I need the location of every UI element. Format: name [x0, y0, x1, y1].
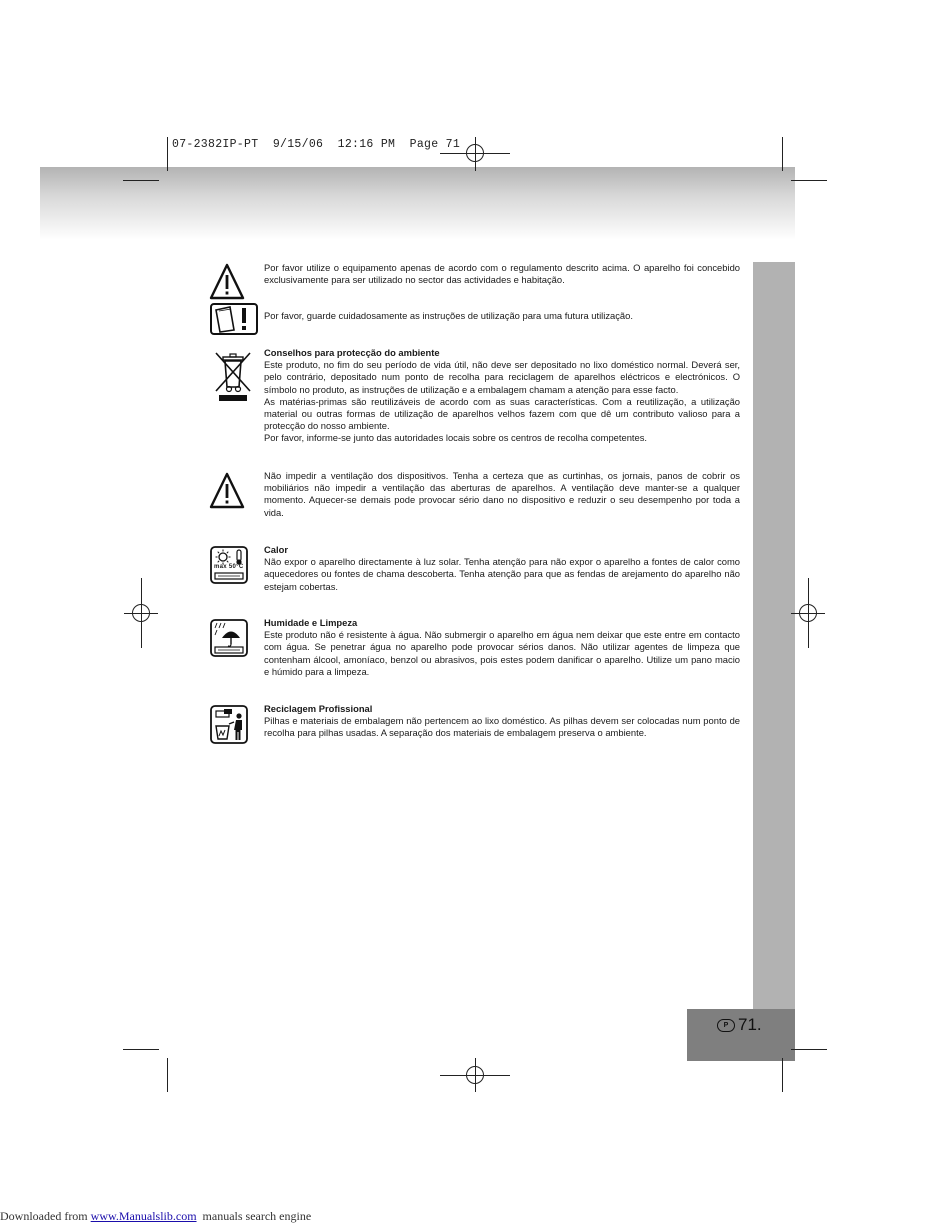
heat-warning-icon — [210, 546, 248, 584]
footer-prefix: Downloaded from — [0, 1209, 91, 1223]
weee-crossed-bin-icon — [213, 349, 253, 403]
warning-icon — [209, 472, 245, 510]
humidity-heading: Humidade e Limpeza — [264, 617, 358, 628]
warning-icon — [209, 263, 245, 301]
section-keep-instructions — [264, 310, 740, 322]
section-usage — [264, 262, 740, 286]
environment-heading: Conselhos para protecção do ambiente — [264, 347, 440, 358]
print-slug: 07-2382IP-PT 9/15/06 12:16 PM Page 71 — [172, 138, 461, 151]
ventilation-text: Não impedir a ventilação dos dispositivos. Tenha a certeza que as curtinhas, os jornais, panos de cobrir os mobiliários não impedir a ventilação das aberturas de aparelhos. A ventilação deve manter-se a qualquer momento. Aquecer-se demais pode provocar sério dano no dispositivo e reduzir o seu desempenho por toda a vida. — [264, 470, 740, 518]
side-bar — [753, 262, 795, 1010]
heat-text: Não expor o aparelho directamente à luz solar. Tenha atenção para não expor o aparelho a fontes de calor como aquecedores ou fontes de chama descoberta. Tenha atenção para que as fendas de arejamento do aparelho não estejam cobertas. — [264, 556, 740, 592]
recycling-text: Pilhas e materiais de embalagem não pertencem ao lixo doméstico. As pilhas devem ser colocadas num ponto de recolha para pilhas usadas. A separação dos materiais de embalagem preserva o ambiente. — [264, 715, 740, 739]
heat-icon-label: max 50°C — [214, 564, 244, 570]
umbrella-rain-icon — [210, 619, 248, 657]
battery-recycling-icon — [210, 705, 248, 744]
manual-instructions-icon — [210, 303, 258, 335]
environment-paragraph-3: Por favor, informe-se junto das autoridades locais sobre os centros de recolha competentes. — [264, 432, 648, 444]
recycling-heading: Reciclagem Profissional — [264, 703, 373, 714]
environment-paragraph-2: As matérias-primas são reutilizáveis de acordo com as suas características. Com a reutilização, a utilização material ou outras formas de utilização de aparelhos velhos fazem com que dê um contributo valioso para a protecção do nosso ambiente. — [264, 395, 740, 432]
heat-heading: Calor — [264, 544, 288, 555]
section-recycling — [264, 703, 740, 740]
usage-text: Por favor utilize o equipamento apenas de acordo com o regulamento descrito acima. O aparelho foi concebido exclusivamente para ser utilizado no sector das actividades e habitação. — [264, 262, 740, 286]
header-band — [40, 167, 795, 240]
section-environment — [264, 347, 740, 445]
footer-suffix: manuals search engine — [196, 1209, 312, 1223]
page-number: 71. — [738, 1015, 762, 1034]
keep-instructions-text: Por favor, guarde cuidadosamente as instruções de utilização para uma futura utilização. — [264, 310, 633, 321]
language-badge: P — [717, 1019, 735, 1032]
section-heat — [264, 544, 740, 593]
manualslib-link[interactable]: www.Manualslib.com — [90, 1209, 197, 1223]
environment-paragraph-1: Este produto, no fim do seu período de vida útil, não deve ser depositado no lixo doméstico normal. Deverá ser, pelo contrário, depositado num ponto de recolha para reciclagem de aparelhos eléctricos e electrónicos. O símbolo no produto, as instruções de utilização e a embalagem chamam a atenção para esse facto. — [264, 359, 740, 395]
section-humidity — [264, 617, 740, 678]
humidity-text: Este produto não é resistente à água. Não submergir o aparelho em água nem deixar que este entre em contacto com água. Se penetrar água no aparelho pode provocar sérios danos. Não utilizar agentes de limpeza que contenham álcool, amoníaco, benzol ou abrasivos, pois estes podem danificar o aparelho. Utilize um pano macio e húmido para a limpeza. — [264, 629, 740, 677]
download-footer — [0, 1209, 311, 1224]
section-ventilation — [264, 470, 740, 519]
